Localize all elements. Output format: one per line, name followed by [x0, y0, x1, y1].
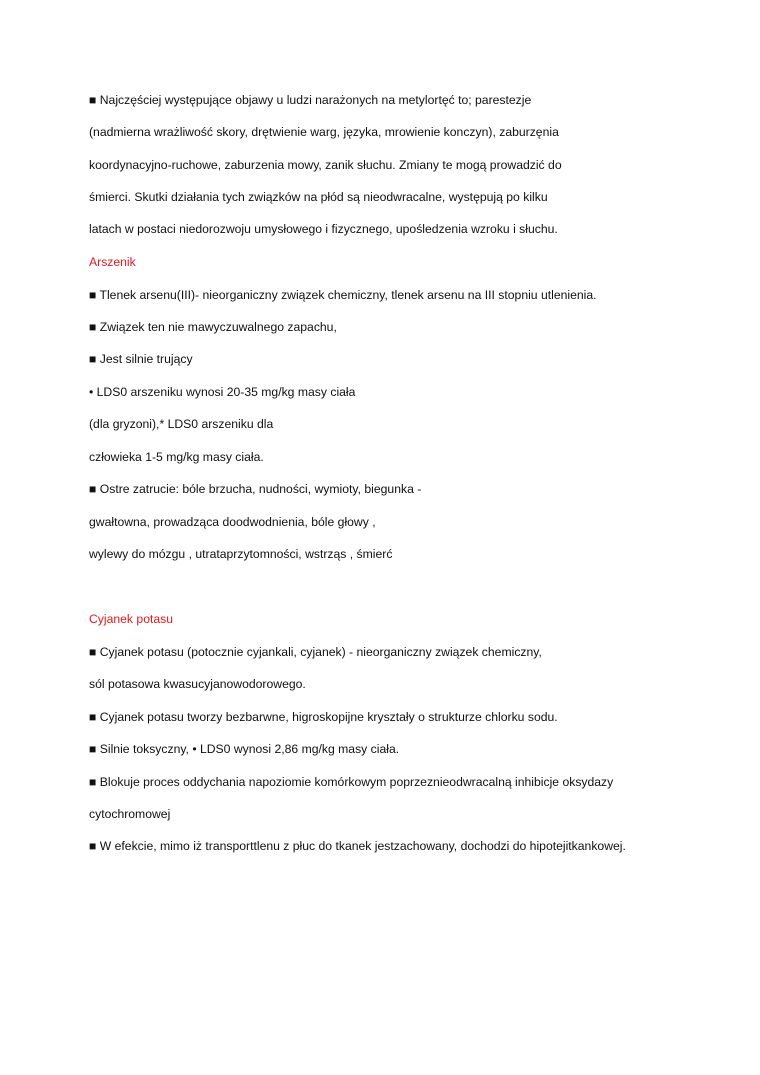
- arsenic-line: ■ Tlenek arsenu(III)- nieorganiczny związek chemiczny, tlenek arsenu na III stopniu utlenienia.: [89, 288, 597, 302]
- cyanide-line: ■ Cyjanek potasu (potocznie cyjankali, cyjanek) - nieorganiczny związek chemiczny,: [89, 645, 542, 659]
- arsenic-line: człowieka 1-5 mg/kg masy ciała.: [89, 450, 264, 464]
- intro-line: ■ Najczęściej występujące objawy u ludzi narażonych na metylortęć to; parestezje: [89, 93, 532, 107]
- intro-line: koordynacyjno-ruchowe, zaburzenia mowy, zanik słuchu. Zmiany te mogą prowadzić do: [89, 158, 562, 172]
- arsenic-heading: Arszenik: [89, 255, 136, 269]
- arsenic-line: wylewy do mózgu , utrataprzytomności, wstrząs , śmierć: [89, 547, 393, 561]
- arsenic-line: gwałtowna, prowadząca doodwodnienia, bóle głowy ,: [89, 515, 376, 529]
- cyanide-heading: Cyjanek potasu: [89, 612, 174, 626]
- cyanide-line: cytochromowej: [89, 807, 171, 821]
- cyanide-line: ■ W efekcie, mimo iż transporttlenu z płuc do tkanek jestzachowany, dochodzi do hipotejitkankowej.: [89, 839, 626, 853]
- intro-line: (nadmierna wrażliwość skory, drętwienie warg, języka, mrowienie konczyn), zaburzęnia: [89, 125, 559, 139]
- arsenic-line: • LDS0 arszeniku wynosi 20-35 mg/kg masy ciała: [89, 385, 356, 399]
- intro-line: śmierci. Skutki działania tych związków na płód są nieodwracalne, występują po kilku: [89, 190, 548, 204]
- intro-line: latach w postaci niedorozwoju umysłowego i fizycznego, upośledzenia wzroku i słuchu.: [89, 222, 558, 236]
- arsenic-line: ■ Jest silnie trujący: [89, 352, 193, 366]
- arsenic-line: ■ Związek ten nie mawyczuwalnego zapachu,: [89, 320, 337, 334]
- cyanide-line: sól potasowa kwasucyjanowodorowego.: [89, 677, 306, 691]
- arsenic-line: (dla gryzoni),* LDS0 arszeniku dla: [89, 417, 274, 431]
- cyanide-line: ■ Blokuje proces oddychania napoziomie komórkowym poprzeznieodwracalną inhibicje oksydazy: [89, 775, 614, 789]
- cyanide-line: ■ Cyjanek potasu tworzy bezbarwne, higroskopijne kryształy o strukturze chlorku sodu.: [89, 710, 558, 724]
- arsenic-line: ■ Ostre zatrucie: bóle brzucha, nudności, wymioty, biegunka -: [89, 482, 422, 496]
- cyanide-line: ■ Silnie toksyczny, • LDS0 wynosi 2,86 mg/kg masy ciała.: [89, 742, 400, 756]
